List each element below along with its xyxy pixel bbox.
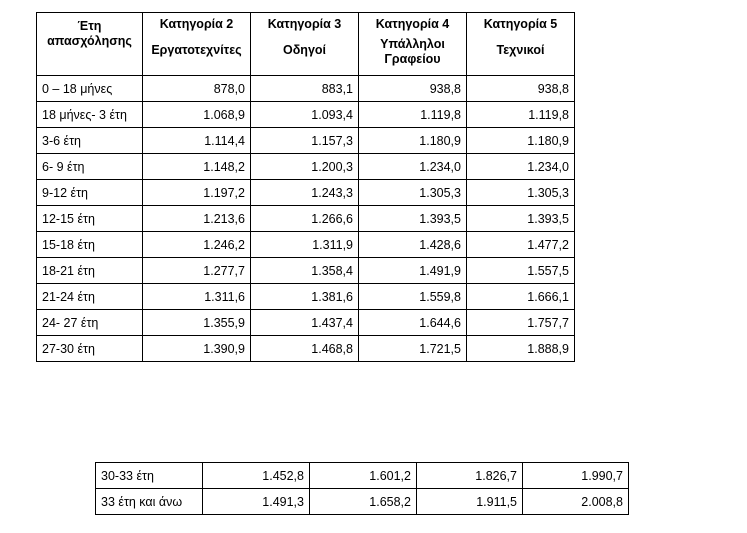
- years-cell: 21-24 έτη: [37, 284, 143, 310]
- header-category-2: [143, 13, 251, 76]
- table-row: [37, 336, 575, 362]
- table-row: [96, 463, 629, 489]
- category-5-cell: 1.119,8: [467, 102, 575, 128]
- header-category-5-label: Τεχνικοί: [496, 43, 545, 57]
- years-cell: 9-12 έτη: [37, 180, 143, 206]
- table-row: [37, 102, 575, 128]
- category-3-cell: 1.381,6: [251, 284, 359, 310]
- years-cell: 18 μήνες- 3 έτη: [37, 102, 143, 128]
- category-3-cell: 1.200,3: [251, 154, 359, 180]
- category-4-cell: 1.559,8: [359, 284, 467, 310]
- header-category-2-title: Κατηγορία 2: [159, 17, 234, 31]
- category-5-cell: 1.234,0: [467, 154, 575, 180]
- years-cell: 15-18 έτη: [37, 232, 143, 258]
- years-cell: 0 – 18 μήνες: [37, 76, 143, 102]
- category-4-cell: 1.180,9: [359, 128, 467, 154]
- category-3-cell: 1.468,8: [251, 336, 359, 362]
- table-row: [37, 154, 575, 180]
- header-category-5-title: Κατηγορία 5: [483, 17, 558, 31]
- category-4-cell: 1.491,9: [359, 258, 467, 284]
- category-4-cell: 1.428,6: [359, 232, 467, 258]
- category-2-cell: 1.311,6: [143, 284, 251, 310]
- header-category-3-label: Οδηγοί: [283, 43, 326, 57]
- years-cell: 3-6 έτη: [37, 128, 143, 154]
- category-2-cell: 1.068,9: [143, 102, 251, 128]
- category-2-cell: 1.148,2: [143, 154, 251, 180]
- header-years-line2: απασχόλησης: [47, 34, 132, 48]
- table-row: [37, 310, 575, 336]
- category-5-cell: 1.757,7: [467, 310, 575, 336]
- category-4-cell: 1.644,6: [359, 310, 467, 336]
- category-5-cell: 1.666,1: [467, 284, 575, 310]
- category-4-cell: 1.393,5: [359, 206, 467, 232]
- category-2-cell: 1.114,4: [143, 128, 251, 154]
- category-3-cell: 1.601,2: [310, 463, 417, 489]
- category-4-cell: 1.826,7: [417, 463, 523, 489]
- years-cell: 18-21 έτη: [37, 258, 143, 284]
- category-5-cell: 1.557,5: [467, 258, 575, 284]
- table-header-row: [37, 13, 575, 76]
- category-4-cell: 1.119,8: [359, 102, 467, 128]
- table-row: [96, 489, 629, 515]
- category-4-cell: 1.305,3: [359, 180, 467, 206]
- category-5-cell: 1.180,9: [467, 128, 575, 154]
- category-3-cell: 1.658,2: [310, 489, 417, 515]
- years-cell: 30-33 έτη: [96, 463, 203, 489]
- header-category-5: [467, 13, 575, 76]
- category-5-cell: 938,8: [467, 76, 575, 102]
- category-5-cell: 1.990,7: [523, 463, 629, 489]
- category-3-cell: 883,1: [251, 76, 359, 102]
- category-4-cell: 938,8: [359, 76, 467, 102]
- category-2-cell: 1.355,9: [143, 310, 251, 336]
- category-2-cell: 1.390,9: [143, 336, 251, 362]
- category-4-cell: 1.911,5: [417, 489, 523, 515]
- table-row: [37, 180, 575, 206]
- years-cell: 27-30 έτη: [37, 336, 143, 362]
- years-cell: 33 έτη και άνω: [96, 489, 203, 515]
- header-category-3: [251, 13, 359, 76]
- category-3-cell: 1.266,6: [251, 206, 359, 232]
- category-2-cell: 1.213,6: [143, 206, 251, 232]
- category-5-cell: 1.305,3: [467, 180, 575, 206]
- category-2-cell: 1.452,8: [203, 463, 310, 489]
- category-3-cell: 1.311,9: [251, 232, 359, 258]
- category-4-cell: 1.721,5: [359, 336, 467, 362]
- years-cell: 24- 27 έτη: [37, 310, 143, 336]
- category-3-cell: 1.093,4: [251, 102, 359, 128]
- category-3-cell: 1.243,3: [251, 180, 359, 206]
- salary-table-continuation: [95, 462, 629, 515]
- header-category-2-label: Εργατοτεχνίτες: [151, 43, 242, 57]
- header-years-line1: Έτη: [77, 19, 102, 33]
- table-row: [37, 76, 575, 102]
- table-row: [37, 128, 575, 154]
- table-row: [37, 206, 575, 232]
- header-category-4-label: Υπάλληλοι Γραφείου: [380, 37, 445, 66]
- category-3-cell: 1.358,4: [251, 258, 359, 284]
- category-5-cell: 1.393,5: [467, 206, 575, 232]
- category-5-cell: 1.477,2: [467, 232, 575, 258]
- years-cell: 12-15 έτη: [37, 206, 143, 232]
- table-row: [37, 232, 575, 258]
- category-5-cell: 2.008,8: [523, 489, 629, 515]
- years-cell: 6- 9 έτη: [37, 154, 143, 180]
- category-3-cell: 1.437,4: [251, 310, 359, 336]
- salary-table: [36, 12, 575, 362]
- header-category-3-title: Κατηγορία 3: [267, 17, 342, 31]
- category-5-cell: 1.888,9: [467, 336, 575, 362]
- table-row: [37, 258, 575, 284]
- category-4-cell: 1.234,0: [359, 154, 467, 180]
- table-row: [37, 284, 575, 310]
- category-3-cell: 1.157,3: [251, 128, 359, 154]
- category-2-cell: 1.246,2: [143, 232, 251, 258]
- header-years: [37, 13, 143, 76]
- category-2-cell: 1.491,3: [203, 489, 310, 515]
- header-category-4-title: Κατηγορία 4: [375, 17, 450, 31]
- category-2-cell: 1.197,2: [143, 180, 251, 206]
- header-category-4: [359, 13, 467, 76]
- category-2-cell: 878,0: [143, 76, 251, 102]
- category-2-cell: 1.277,7: [143, 258, 251, 284]
